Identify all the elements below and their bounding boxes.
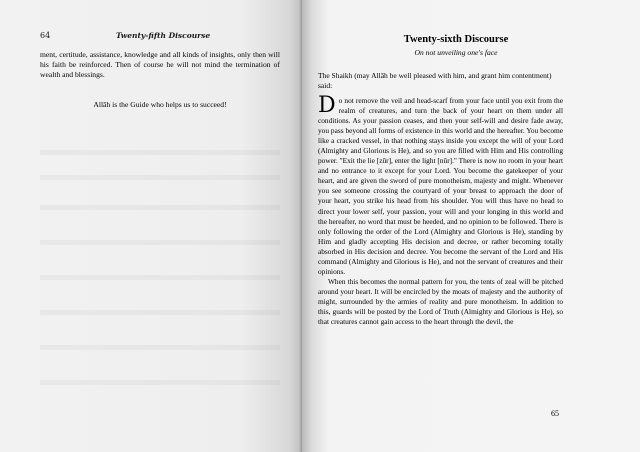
discourse-title: Twenty-sixth Discourse (403, 34, 509, 45)
bleed-through-line (40, 275, 280, 280)
paragraph-2: When this becomes the normal pattern for you, the tents of zeal will be pitched around your heart. It will be encircled by the moats of majesty and the authority of might, surrounded by the armies of reality and pure monotheism. In addition to this, guards will be posted by the Lord of Truth (Almighty and Glorious is He), so that creatures cannot gain access to the heart through the devil, the (318, 276, 563, 327)
bleed-through-line (40, 380, 280, 385)
bleed-through-line (40, 150, 280, 155)
bleed-through-line (40, 175, 280, 180)
bleed-through-line (40, 240, 280, 245)
left-page-body: ment, certitude, assistance, knowledge and all kinds of insights, only then will his faith be reinforced. Then of course he will not mind the termination of wealth and blessings. (40, 50, 280, 80)
bleed-through-line (40, 205, 280, 210)
bleed-through-line (40, 345, 280, 350)
left-page-header (40, 31, 280, 45)
running-head: Twenty-fifth Discourse (116, 31, 211, 40)
left-page-number: 64 (40, 31, 51, 40)
drop-cap: D (318, 93, 336, 118)
left-page-closing: Allāh is the Guide who helps us to succeed! (93, 100, 227, 109)
bleed-through-line (40, 310, 280, 315)
discourse-intro: The Shaikh (may Allāh be well pleased with him, and grant him contentment) said: (318, 71, 552, 91)
paragraph-1 (318, 93, 563, 277)
discourse-body (318, 93, 563, 327)
paragraph-1-text: o not remove the veil and head-scarf from your face until you exit from the realm of creatures, and turn the back of your heart on them under all conditions. As your passion ceases, and then your self-will and desire fade away, you pass beyond all forms of existence in this world and the hereafter. You become like a cracked vessel, in that nothing stays inside you except the will of your Lord (Almighty and Glorious is He), and so you are filled with Him and His controlling power. "Exit the lie [zūr], enter the light [nūr]." There is now no room in your heart and no entrance to it except for your Lord. You become the gatekeeper of your heart, and are given the sword of pure monotheism, majesty and might. Whenever you see someone crossing the courtyard of your breast to approach the door of your heart, you strike his head from his shoulder. You will thus have no head to direct your lower self, your passion, your will and your longing in this world and the hereafter, no word that must be heeded, and no opinion to be followed. There is only following the order of the Lord (Almighty and Glorious is He), standing by Him and gladly accepting His decision and decree, or rather becoming totally absorbed in His decision and decree. You become the servant of the Lord and His command (Almighty and Glorious is He), and not the servant of creatures and their opinions. (318, 96, 563, 276)
right-page-number: 65 (551, 409, 559, 418)
discourse-subtitle: On not unveiling one's face (414, 48, 498, 57)
